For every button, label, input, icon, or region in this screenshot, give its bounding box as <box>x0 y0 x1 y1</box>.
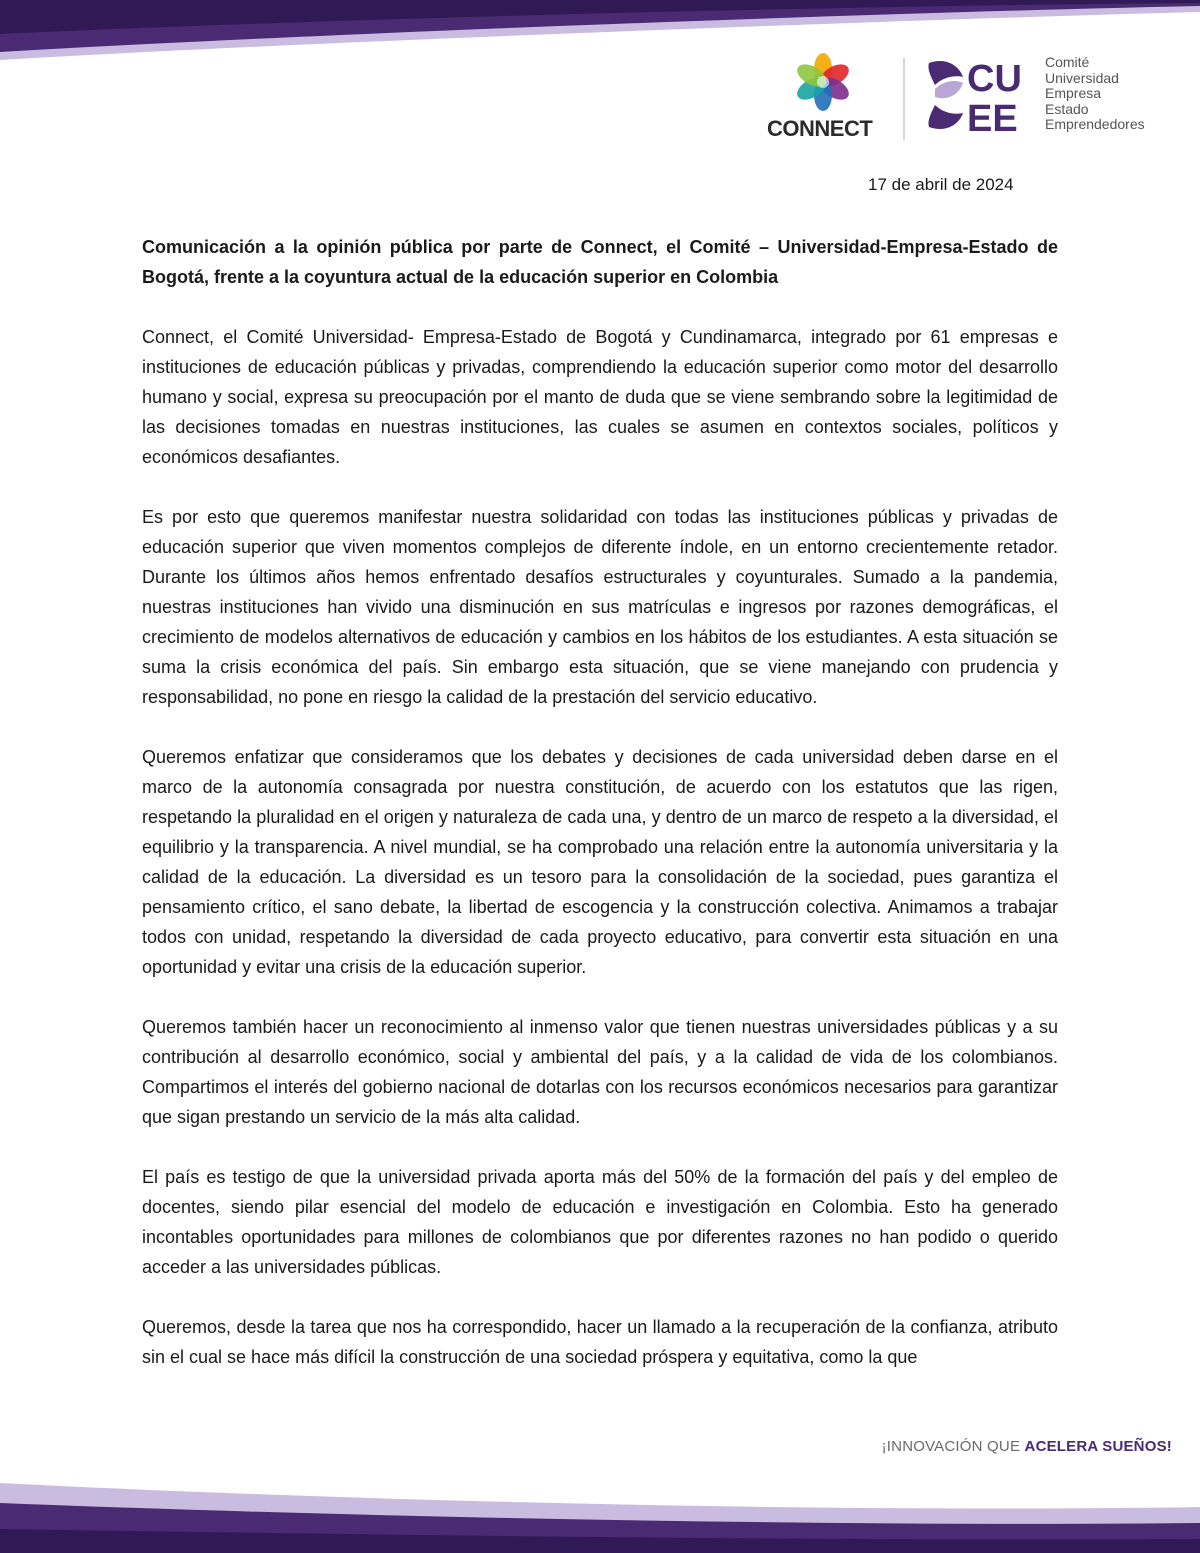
connect-logo-text: CONNECT <box>767 116 873 141</box>
document-title: Comunicación a la opinión pública por parte de Connect, el Comité – Universidad-Empresa-Estado de Bogotá, frente a la coyuntura actual de la educación superior en Colombia <box>142 237 1058 287</box>
cuee-line: Emprendedores <box>1045 116 1145 132</box>
document-body <box>142 232 1058 1402</box>
paragraph: Es por esto que queremos manifestar nuestra solidaridad con todas las instituciones públicas y privadas de educación superior que viven momentos complejos de diferente índole, en un entorno crecientemente retador. Durante los últimos años hemos enfrentado desafíos estructurales y coyunturales. Sumado a la pandemia, nuestras instituciones han vivido una disminución en sus matrículas e ingresos por razones demográficas, el crecimiento de modelos alternativos de educación y cambios en los hábitos de los estudiantes. A esta situación se suma la crisis económica del país. Sin embargo esta situación, que se viene manejando con prudencia y responsabilidad, no pone en riesgo la calidad de la prestación del servicio educativo. <box>142 507 1058 707</box>
paragraph: El país es testigo de que la universidad privada aporta más del 50% de la formación del país y del empleo de docentes, siendo pilar esencial del modelo de educación e investigación en Colombia. Esto ha generado incontables oportunidades para millones de colombianos que por diferentes razones no han podido o querido acceder a las universidades públicas. <box>142 1167 1058 1277</box>
slogan-regular: ¡INNOVACIÓN QUE <box>881 1438 1025 1455</box>
document-date: 17 de abril de 2024 <box>868 175 1014 194</box>
slogan-bold: ACELERA SUEÑOS! <box>1024 1438 1172 1455</box>
paragraph: Connect, el Comité Universidad- Empresa-Estado de Bogotá y Cundinamarca, integrado por 61 empresas e instituciones de educación públicas y privadas, comprendiendo la educación superior como motor del desarrollo humano y social, expresa su preocupación por el manto de duda que se viene sembrando sobre la legitimidad de las decisiones tomadas en nuestras instituciones, las cuales se asumen en contextos sociales, políticos y económicos desafiantes. <box>142 327 1058 467</box>
logo-divider <box>903 58 905 140</box>
footer-band <box>0 1443 1200 1553</box>
header-logos <box>755 50 1175 145</box>
cuee-line: Comité <box>1045 54 1090 70</box>
svg-text:CU: CU <box>967 58 1022 100</box>
cuee-line: Universidad <box>1045 69 1119 86</box>
cuee-logo-lines <box>1045 55 1145 133</box>
svg-text:EE: EE <box>967 98 1018 135</box>
paragraph: Queremos, desde la tarea que nos ha correspondido, hacer un llamado a la recuperación de la confianza, atributo sin el cual se hace más difícil la construcción de una sociedad próspera y equitativa, como la que <box>142 1317 1058 1367</box>
paragraph: Queremos enfatizar que consideramos que los debates y decisiones de cada universidad deben darse en el marco de la autonomía consagrada por nuestra constitución, de acuerdo con los estatutos que las rigen, respetando la pluralidad en el origen y naturaleza de cada una, y dentro de un marco de respeto a la diversidad, el equilibrio y la transparencia. A nivel mundial, se ha comprobado una relación entre la autonomía universitaria y la calidad de la educación. La diversidad es un tesoro para la consolidación de la sociedad, pues garantiza el pensamiento crítico, el sano debate, la libertad de escogencia y la construcción colectiva. Animamos a trabajar todos con unidad, respetando la diversidad de cada proyecto educativo, para convertir esta situación en una oportunidad y evitar una crisis de la educación superior. <box>142 747 1058 977</box>
cuee-logo <box>925 55 1035 135</box>
paragraph: Queremos también hacer un reconocimiento al inmenso valor que tienen nuestras universidades públicas y a su contribución al desarrollo económico, social y ambiental del país, y a la calidad de vida de los colombianos. Compartimos el interés del gobierno nacional de dotarlas con los recursos económicos necesarios para garantizar que sigan prestando un servicio de la más alta calidad. <box>142 1017 1058 1127</box>
cuee-line: Estado <box>1045 100 1089 117</box>
cuee-line: Empresa <box>1045 85 1102 101</box>
